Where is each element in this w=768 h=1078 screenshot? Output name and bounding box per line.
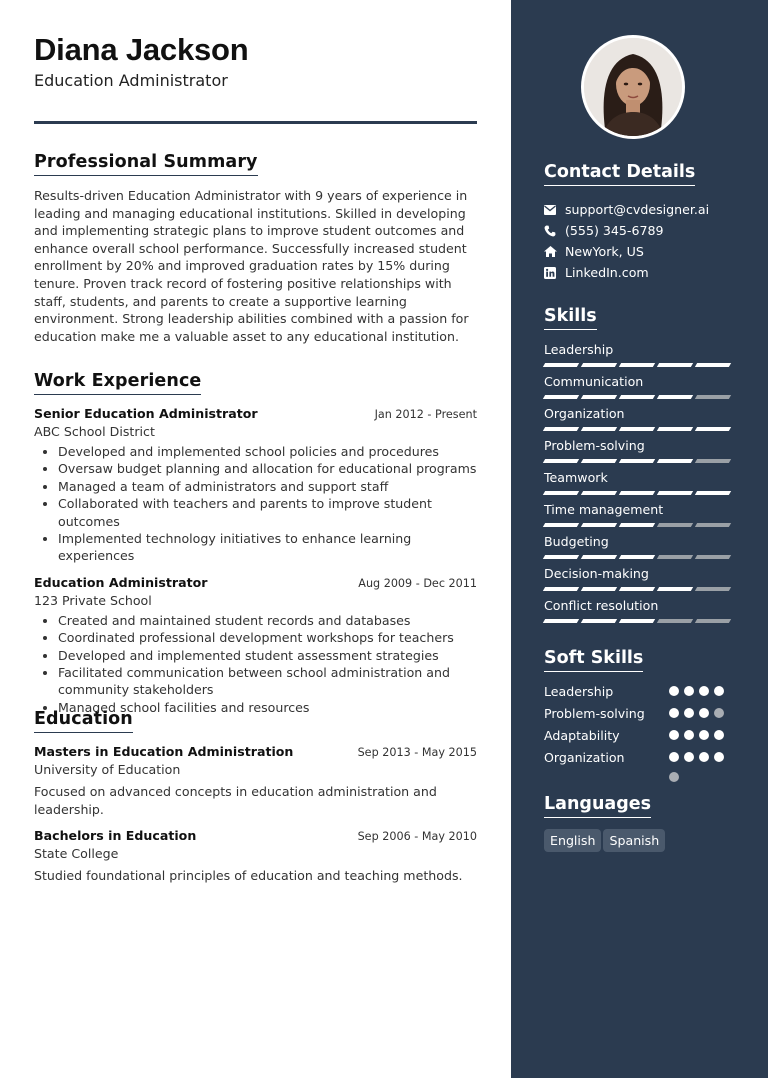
summary-text: Results-driven Education Administrator with 9 years of experience in leading and managing educational institutions. Skilled in developing and implementing strategic plans to improve student outcomes and enhance overall school performance. Successfully increased student enrollment by 20% and improved graduation rates by 15% during tenure. Proven track record of fostering positive relationships with staff, students, and parents to create a supportive learning environment. Strong leadership abilities combined with a passion for education make me a valuable asset to any educational institution. [34, 188, 469, 344]
school-name: State College [34, 846, 119, 862]
contact-location-text: NewYork, US [565, 244, 644, 259]
skill-level-segment [543, 555, 579, 559]
job-organization: ABC School District [34, 424, 155, 439]
skill-level-segment [543, 523, 579, 527]
degree-dates: Sep 2006 - May 2010 [357, 830, 477, 844]
skill-level-bar [544, 619, 734, 623]
rating-dot [669, 686, 679, 696]
summary-section [34, 152, 477, 345]
rating-dot [669, 708, 679, 718]
skill-name: Problem-solving [544, 438, 645, 453]
education-entry [34, 828, 477, 885]
skill-level-segment [619, 491, 655, 495]
contact-phone[interactable] [544, 220, 734, 241]
skill-level-segment [657, 587, 693, 591]
skill-level-segment [543, 427, 579, 431]
skill-level-bar [544, 395, 734, 399]
skill-level-segment [619, 523, 655, 527]
language-tag: English [544, 829, 601, 852]
rating-dot [669, 772, 679, 782]
rating-dot [684, 686, 694, 696]
skill-level-segment [695, 523, 731, 527]
soft-skill-item [544, 750, 734, 772]
job-role: Senior Education Administrator [34, 406, 258, 421]
job-entry [34, 575, 477, 716]
skill-level-segment [543, 619, 579, 623]
skill-level-segment [657, 619, 693, 623]
skill-item [544, 502, 734, 534]
skill-item [544, 438, 734, 470]
skill-name: Teamwork [544, 470, 608, 485]
skill-level-segment [543, 459, 579, 463]
phone-icon [544, 225, 565, 237]
list-item: • Managed school facilities and resources [58, 699, 477, 716]
skill-level-segment [619, 363, 655, 367]
list-item: • Facilitated communication between school administration and community stakeholders [58, 664, 477, 699]
skill-level-segment [695, 587, 731, 591]
contact-email-text: support@cvdesigner.ai [565, 202, 710, 217]
contact-linkedin-text: LinkedIn.com [565, 265, 649, 280]
candidate-name: Diana Jackson [34, 32, 249, 67]
list-item: • Oversaw budget planning and allocation for educational programs [58, 460, 477, 477]
experience-section [34, 371, 477, 716]
list-item: • Developed and implemented school policies and procedures [58, 443, 477, 460]
rating-dot [714, 686, 724, 696]
degree-description: Studied foundational principles of education and teaching methods. [34, 868, 463, 884]
language-tag: Spanish [603, 829, 665, 852]
job-bullets [34, 612, 477, 716]
skill-level-segment [695, 427, 731, 431]
soft-skill-item [544, 706, 734, 728]
skill-level-segment [543, 587, 579, 591]
rating-dot [699, 686, 709, 696]
education-section [34, 709, 477, 885]
list-item: • Managed a team of administrators and support staff [58, 478, 477, 495]
list-item: • Created and maintained student records and databases [58, 612, 477, 629]
skill-item [544, 406, 734, 438]
skill-level-segment [657, 459, 693, 463]
languages-list [544, 829, 734, 852]
skill-level-segment [695, 491, 731, 495]
degree-dates: Sep 2013 - May 2015 [357, 746, 477, 759]
rating-dot [699, 752, 709, 762]
contact-section [544, 162, 734, 283]
skill-level-bar [544, 523, 734, 527]
skill-name: Decision-making [544, 566, 649, 581]
skill-level-segment [543, 395, 579, 399]
skill-name: Leadership [544, 342, 614, 357]
skill-level-bar [544, 459, 734, 463]
job-organization: 123 Private School [34, 592, 152, 608]
skill-item [544, 470, 734, 502]
skill-name: Conflict resolution [544, 598, 659, 613]
rating-dot [684, 708, 694, 718]
skill-item [544, 342, 734, 374]
soft-skills-heading: Soft Skills [544, 648, 643, 672]
skill-level-segment [543, 363, 579, 367]
home-icon [544, 246, 565, 257]
envelope-icon [544, 205, 565, 215]
candidate-title: Education Administrator [34, 71, 228, 90]
soft-skills-list [544, 684, 734, 772]
skill-level-segment [581, 619, 617, 623]
skill-level-segment [695, 395, 731, 399]
skill-level-segment [695, 555, 731, 559]
rating-dot [714, 752, 724, 762]
soft-skills-section [544, 648, 734, 772]
skill-level-segment [581, 459, 617, 463]
skill-level-segment [619, 555, 655, 559]
skills-heading: Skills [544, 306, 597, 330]
list-item: • Coordinated professional development workshops for teachers [58, 629, 477, 646]
skill-name: Budgeting [544, 534, 609, 549]
list-item: • Collaborated with teachers and parents to improve student outcomes [58, 495, 477, 530]
skill-level-segment [657, 427, 693, 431]
job-dates: Jan 2012 - Present [374, 408, 477, 421]
rating-dot [714, 708, 724, 718]
skills-list [544, 342, 734, 630]
header-divider [34, 121, 477, 124]
skill-level-segment [695, 619, 731, 623]
degree-title: Masters in Education Administration [34, 744, 294, 759]
linkedin-icon [544, 267, 565, 279]
skill-level-segment [657, 555, 693, 559]
job-dates: Aug 2009 - Dec 2011 [358, 576, 477, 590]
skill-level-segment [619, 587, 655, 591]
rating-dot [699, 708, 709, 718]
skill-level-bar [544, 363, 734, 367]
job-role: Education Administrator [34, 574, 208, 590]
experience-heading: Work Experience [34, 371, 201, 395]
school-name: University of Education [34, 762, 181, 777]
skill-level-segment [581, 555, 617, 559]
education-heading: Education [34, 709, 133, 733]
skill-item [544, 566, 734, 598]
education-entry [34, 744, 477, 818]
contact-linkedin[interactable] [544, 262, 734, 283]
skill-level-segment [581, 587, 617, 591]
rating-dot [684, 730, 694, 740]
soft-skill-item [544, 728, 734, 750]
job-bullets [34, 443, 477, 565]
skill-level-segment [695, 363, 731, 367]
contact-heading: Contact Details [544, 162, 695, 186]
languages-section [544, 794, 734, 852]
skill-item [544, 374, 734, 406]
skill-level-segment [657, 395, 693, 399]
rating-dot [699, 730, 709, 740]
skill-name: Time management [544, 502, 664, 517]
list-item: • Implemented technology initiatives to enhance learning experiences [58, 530, 477, 565]
summary-heading: Professional Summary [34, 152, 258, 176]
skill-level-segment [695, 459, 731, 463]
skill-level-segment [657, 363, 693, 367]
avatar [584, 38, 682, 136]
skill-level-bar [544, 427, 734, 431]
skill-level-segment [619, 395, 655, 399]
skill-level-segment [657, 523, 693, 527]
skill-level-segment [543, 491, 579, 495]
contact-phone-text: (555) 345-6789 [565, 223, 664, 238]
contact-location [544, 241, 734, 262]
soft-skill-name: Problem-solving [544, 706, 645, 721]
skill-level-segment [657, 491, 693, 495]
profile-photo [581, 35, 685, 139]
skill-level-segment [581, 491, 617, 495]
rating-dot [669, 752, 679, 762]
skill-level-segment [619, 619, 655, 623]
skill-level-segment [581, 363, 617, 367]
skill-level-segment [619, 459, 655, 463]
skill-name: Organization [544, 406, 625, 421]
skill-level-bar [544, 491, 734, 495]
skill-level-segment [581, 523, 617, 527]
skill-level-segment [581, 427, 617, 431]
skill-level-bar [544, 555, 734, 559]
rating-dot [684, 752, 694, 762]
skill-item [544, 598, 734, 630]
languages-heading: Languages [544, 794, 651, 818]
soft-skill-name: Adaptability [544, 728, 620, 743]
skill-level-segment [619, 427, 655, 431]
skills-section [544, 306, 734, 630]
list-item: • Developed and implemented student assessment strategies [58, 647, 477, 664]
skill-level-segment [581, 395, 617, 399]
contact-email[interactable] [544, 199, 734, 220]
skill-name: Communication [544, 374, 644, 389]
degree-description: Focused on advanced concepts in education administration and leadership. [34, 784, 437, 817]
soft-skill-item [544, 684, 734, 706]
skill-level-bar [544, 587, 734, 591]
soft-skill-name: Leadership [544, 684, 614, 699]
job-entry [34, 406, 477, 565]
soft-skill-name: Organization [544, 750, 625, 765]
rating-dot [714, 730, 724, 740]
skill-item [544, 534, 734, 566]
rating-dot [669, 730, 679, 740]
degree-title: Bachelors in Education [34, 828, 197, 844]
